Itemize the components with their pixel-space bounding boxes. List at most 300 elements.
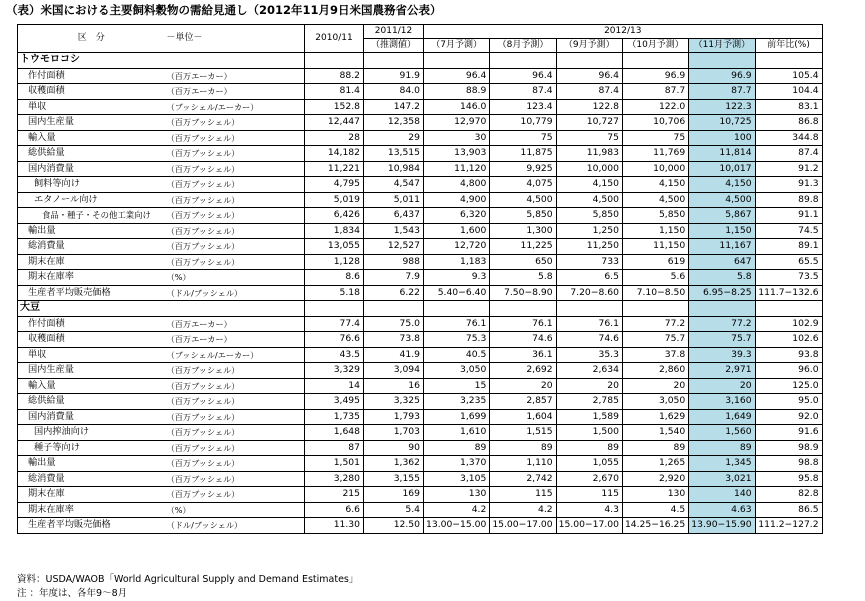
row-unit: （百万エーカー） — [165, 68, 305, 84]
value-cell: 169 — [364, 487, 424, 503]
table-row — [18, 394, 823, 410]
row-unit: （百万ブッシェル） — [165, 471, 305, 487]
value-cell: 16 — [364, 378, 424, 394]
value-cell: 1,150 — [689, 223, 755, 239]
value-cell: 130 — [424, 487, 490, 503]
section-blank-cell — [424, 301, 490, 317]
row-unit: （百万ブッシェル） — [165, 409, 305, 425]
value-cell: 2,670 — [556, 471, 622, 487]
value-cell: 39.3 — [689, 347, 755, 363]
value-cell: 15.00−17.00 — [490, 518, 556, 534]
value-cell: 35.3 — [556, 347, 622, 363]
value-cell: 10,017 — [689, 161, 755, 177]
value-cell: 89 — [689, 440, 755, 456]
section-blank-cell — [305, 53, 364, 69]
value-cell: 13.90−15.90 — [689, 518, 755, 534]
value-cell: 87.4 — [490, 84, 556, 100]
value-cell: 91.9 — [364, 68, 424, 84]
row-label: 生産者平均販売価格 — [18, 518, 165, 534]
row-label: 総消費量 — [18, 239, 165, 255]
value-cell: 12,358 — [364, 115, 424, 131]
value-cell: 75 — [556, 130, 622, 146]
value-cell: 6.95−8.25 — [689, 285, 755, 301]
value-cell: 84.0 — [364, 84, 424, 100]
value-cell: 12,447 — [305, 115, 364, 131]
section-blank-cell — [490, 301, 556, 317]
value-cell: 88.9 — [424, 84, 490, 100]
value-cell: 13,903 — [424, 146, 490, 162]
row-unit: （百万エーカー） — [165, 332, 305, 348]
row-unit: （百万ブッシェル） — [165, 115, 305, 131]
section-blank-cell — [755, 301, 822, 317]
value-cell: 75 — [622, 130, 688, 146]
value-cell: 123.4 — [490, 99, 556, 115]
value-cell: 12,527 — [364, 239, 424, 255]
header-kubun: 区 分 — [18, 25, 165, 53]
value-cell: 1,703 — [364, 425, 424, 441]
value-cell: 73.5 — [755, 270, 822, 286]
table-row — [18, 208, 823, 224]
value-cell: 5.4 — [364, 502, 424, 518]
value-cell: 1,648 — [305, 425, 364, 441]
value-cell: 140 — [689, 487, 755, 503]
value-cell: 76.1 — [424, 316, 490, 332]
row-label: 国内搾油向け — [18, 425, 165, 441]
value-cell: 12.50 — [364, 518, 424, 534]
value-cell: 102.9 — [755, 316, 822, 332]
value-cell: 11,875 — [490, 146, 556, 162]
value-cell: 36.1 — [490, 347, 556, 363]
row-unit: （百万ブッシェル） — [165, 440, 305, 456]
value-cell: 7.20−8.60 — [556, 285, 622, 301]
value-cell: 4,795 — [305, 177, 364, 193]
section-blank-cell — [556, 301, 622, 317]
value-cell: 146.0 — [424, 99, 490, 115]
value-cell: 6.22 — [364, 285, 424, 301]
row-label: 輸入量 — [18, 130, 165, 146]
value-cell: 2,785 — [556, 394, 622, 410]
value-cell: 5.8 — [490, 270, 556, 286]
value-cell: 152.8 — [305, 99, 364, 115]
value-cell: 1,500 — [556, 425, 622, 441]
value-cell: 1,543 — [364, 223, 424, 239]
table-row — [18, 347, 823, 363]
value-cell: 733 — [556, 254, 622, 270]
value-cell: 3,495 — [305, 394, 364, 410]
supply-demand-table — [17, 24, 823, 534]
value-cell: 93.8 — [755, 347, 822, 363]
value-cell: 14,182 — [305, 146, 364, 162]
row-label: 国内消費量 — [18, 161, 165, 177]
value-cell: 4.63 — [689, 502, 755, 518]
value-cell: 4,150 — [556, 177, 622, 193]
value-cell: 14 — [305, 378, 364, 394]
row-label: エタノール向け — [18, 192, 165, 208]
value-cell: 619 — [622, 254, 688, 270]
row-unit: （百万ブッシェル） — [165, 254, 305, 270]
value-cell: 74.6 — [490, 332, 556, 348]
row-label: 作付面積 — [18, 316, 165, 332]
value-cell: 6,426 — [305, 208, 364, 224]
header-row-1 — [18, 25, 823, 39]
row-label: 飼料等向け — [18, 177, 165, 193]
row-unit: （百万ブッシェル） — [165, 425, 305, 441]
value-cell: 105.4 — [755, 68, 822, 84]
table-row — [18, 502, 823, 518]
row-unit: （ドル/ブッシェル） — [165, 518, 305, 534]
value-cell: 87.4 — [556, 84, 622, 100]
value-cell: 2,971 — [689, 363, 755, 379]
row-unit: （百万ブッシェル） — [165, 177, 305, 193]
value-cell: 43.5 — [305, 347, 364, 363]
row-label: 作付面積 — [18, 68, 165, 84]
value-cell: 96.9 — [689, 68, 755, 84]
value-cell: 89 — [424, 440, 490, 456]
value-cell: 20 — [556, 378, 622, 394]
value-cell: 86.8 — [755, 115, 822, 131]
value-cell: 5,011 — [364, 192, 424, 208]
value-cell: 1,250 — [556, 223, 622, 239]
value-cell: 104.4 — [755, 84, 822, 100]
value-cell: 15.00−17.00 — [556, 518, 622, 534]
value-cell: 1,629 — [622, 409, 688, 425]
row-label: 収穫面積 — [18, 332, 165, 348]
value-cell: 96.9 — [622, 68, 688, 84]
value-cell: 1,610 — [424, 425, 490, 441]
value-cell: 1,055 — [556, 456, 622, 472]
row-label: 総供給量 — [18, 146, 165, 162]
value-cell: 88.2 — [305, 68, 364, 84]
section-blank-cell — [424, 53, 490, 69]
value-cell: 96.4 — [490, 68, 556, 84]
row-label: 輸出量 — [18, 456, 165, 472]
row-label: 国内生産量 — [18, 115, 165, 131]
value-cell: 5,850 — [622, 208, 688, 224]
value-cell: 8.6 — [305, 270, 364, 286]
row-unit: （百万エーカー） — [165, 84, 305, 100]
row-label: 輸出量 — [18, 223, 165, 239]
value-cell: 115 — [490, 487, 556, 503]
row-unit: （百万ブッシェル） — [165, 161, 305, 177]
value-cell: 77.2 — [689, 316, 755, 332]
row-label: 種子等向け — [18, 440, 165, 456]
row-unit: （百万ブッシェル） — [165, 146, 305, 162]
value-cell: 91.1 — [755, 208, 822, 224]
value-cell: 11,250 — [556, 239, 622, 255]
value-cell: 91.6 — [755, 425, 822, 441]
value-cell: 11.30 — [305, 518, 364, 534]
value-cell: 1,300 — [490, 223, 556, 239]
value-cell: 1,540 — [622, 425, 688, 441]
value-cell: 4,500 — [622, 192, 688, 208]
value-cell: 2,860 — [622, 363, 688, 379]
value-cell: 100 — [689, 130, 755, 146]
row-label: 単収 — [18, 347, 165, 363]
table-row — [18, 99, 823, 115]
value-cell: 2,857 — [490, 394, 556, 410]
value-cell: 122.0 — [622, 99, 688, 115]
table-row — [18, 192, 823, 208]
value-cell: 13.00−15.00 — [424, 518, 490, 534]
row-unit: （百万ブッシェル） — [165, 208, 305, 224]
value-cell: 11,814 — [689, 146, 755, 162]
row-unit: （百万ブッシェル） — [165, 394, 305, 410]
row-label: 生産者平均販売価格 — [18, 285, 165, 301]
section-row — [18, 301, 823, 317]
value-cell: 89 — [490, 440, 556, 456]
value-cell: 6.6 — [305, 502, 364, 518]
value-cell: 77.4 — [305, 316, 364, 332]
value-cell: 96.4 — [556, 68, 622, 84]
value-cell: 75.0 — [364, 316, 424, 332]
value-cell: 4,500 — [689, 192, 755, 208]
value-cell: 4,150 — [689, 177, 755, 193]
value-cell: 7.9 — [364, 270, 424, 286]
row-unit: （百万ブッシェル） — [165, 456, 305, 472]
value-cell: 20 — [622, 378, 688, 394]
value-cell: 89.8 — [755, 192, 822, 208]
row-label: 期末在庫率 — [18, 502, 165, 518]
value-cell: 1,362 — [364, 456, 424, 472]
value-cell: 89 — [622, 440, 688, 456]
table-row — [18, 316, 823, 332]
header-2012: 2012/13 — [424, 25, 823, 39]
value-cell: 83.1 — [755, 99, 822, 115]
value-cell: 1,589 — [556, 409, 622, 425]
row-unit: （%） — [165, 502, 305, 518]
value-cell: 13,515 — [364, 146, 424, 162]
value-cell: 28 — [305, 130, 364, 146]
value-cell: 10,000 — [622, 161, 688, 177]
value-cell: 4.2 — [490, 502, 556, 518]
row-unit: （百万ブッシェル） — [165, 239, 305, 255]
value-cell: 5.6 — [622, 270, 688, 286]
value-cell: 5,019 — [305, 192, 364, 208]
row-label: 期末在庫率 — [18, 270, 165, 286]
value-cell: 96.4 — [424, 68, 490, 84]
row-label: 国内消費量 — [18, 409, 165, 425]
value-cell: 75 — [490, 130, 556, 146]
header-forecast-aug: （8月予測） — [490, 39, 556, 53]
value-cell: 2,634 — [556, 363, 622, 379]
value-cell: 3,105 — [424, 471, 490, 487]
table-row — [18, 332, 823, 348]
value-cell: 86.5 — [755, 502, 822, 518]
value-cell: 11,769 — [622, 146, 688, 162]
table-row — [18, 161, 823, 177]
value-cell: 4,075 — [490, 177, 556, 193]
table-row — [18, 425, 823, 441]
section-blank-cell — [556, 53, 622, 69]
value-cell: 7.50−8.90 — [490, 285, 556, 301]
value-cell: 95.8 — [755, 471, 822, 487]
value-cell: 111.7−132.6 — [755, 285, 822, 301]
footnote-note: 注 ：年度は、各年9～8月 — [17, 588, 128, 599]
row-label: 期末在庫 — [18, 254, 165, 270]
section-row — [18, 53, 823, 69]
value-cell: 1,560 — [689, 425, 755, 441]
footnote-source: 資料：USDA/WAOB「World Agricultural Supply and Demand Estimates」 — [17, 574, 359, 585]
value-cell: 37.8 — [622, 347, 688, 363]
table-row — [18, 285, 823, 301]
table-row — [18, 456, 823, 472]
value-cell: 650 — [490, 254, 556, 270]
value-cell: 1,735 — [305, 409, 364, 425]
value-cell: 4.2 — [424, 502, 490, 518]
value-cell: 4,800 — [424, 177, 490, 193]
value-cell: 10,727 — [556, 115, 622, 131]
value-cell: 30 — [424, 130, 490, 146]
section-blank-cell — [689, 53, 755, 69]
section-blank-cell — [689, 301, 755, 317]
value-cell: 988 — [364, 254, 424, 270]
section-blank-cell — [364, 53, 424, 69]
value-cell: 98.8 — [755, 456, 822, 472]
section-blank-cell — [364, 301, 424, 317]
value-cell: 4,500 — [556, 192, 622, 208]
value-cell: 29 — [364, 130, 424, 146]
value-cell: 215 — [305, 487, 364, 503]
value-cell: 1,600 — [424, 223, 490, 239]
value-cell: 5,850 — [556, 208, 622, 224]
value-cell: 40.5 — [424, 347, 490, 363]
value-cell: 10,779 — [490, 115, 556, 131]
value-cell: 81.4 — [305, 84, 364, 100]
table-row — [18, 363, 823, 379]
value-cell: 1,649 — [689, 409, 755, 425]
value-cell: 4.5 — [622, 502, 688, 518]
value-cell: 75.7 — [689, 332, 755, 348]
table-row — [18, 68, 823, 84]
value-cell: 1,501 — [305, 456, 364, 472]
value-cell: 10,706 — [622, 115, 688, 131]
value-cell: 3,021 — [689, 471, 755, 487]
value-cell: 91.2 — [755, 161, 822, 177]
table-row — [18, 487, 823, 503]
row-unit: （ブッシェル/エーカー） — [165, 347, 305, 363]
table-row — [18, 146, 823, 162]
table-row — [18, 471, 823, 487]
value-cell: 82.8 — [755, 487, 822, 503]
value-cell: 1,604 — [490, 409, 556, 425]
value-cell: 2,920 — [622, 471, 688, 487]
value-cell: 3,160 — [689, 394, 755, 410]
value-cell: 15 — [424, 378, 490, 394]
row-unit: （百万ブッシェル） — [165, 363, 305, 379]
value-cell: 76.1 — [556, 316, 622, 332]
value-cell: 9,925 — [490, 161, 556, 177]
header-forecast-sep: （9月予測） — [556, 39, 622, 53]
value-cell: 6,320 — [424, 208, 490, 224]
value-cell: 1,110 — [490, 456, 556, 472]
header-forecast-nov: （11月予測） — [689, 39, 755, 53]
value-cell: 3,329 — [305, 363, 364, 379]
value-cell: 5.18 — [305, 285, 364, 301]
value-cell: 1,793 — [364, 409, 424, 425]
header-2011-sub: （推測値） — [364, 39, 424, 53]
section-title: トウモロコシ — [18, 53, 305, 69]
row-label: 単収 — [18, 99, 165, 115]
value-cell: 2,742 — [490, 471, 556, 487]
header-2010: 2010/11 — [305, 25, 364, 53]
table-row — [18, 177, 823, 193]
section-blank-cell — [490, 53, 556, 69]
row-unit: （百万ブッシェル） — [165, 223, 305, 239]
row-label: 収穫面積 — [18, 84, 165, 100]
header-forecast-oct: （10月予測） — [622, 39, 688, 53]
table-row — [18, 378, 823, 394]
value-cell: 4,547 — [364, 177, 424, 193]
value-cell: 7.10−8.50 — [622, 285, 688, 301]
value-cell: 4.3 — [556, 502, 622, 518]
header-forecast-jul: （7月予測） — [424, 39, 490, 53]
value-cell: 111.2−127.2 — [755, 518, 822, 534]
value-cell: 73.8 — [364, 332, 424, 348]
value-cell: 41.9 — [364, 347, 424, 363]
value-cell: 5,850 — [490, 208, 556, 224]
table-row — [18, 84, 823, 100]
header-unit: －単位－ — [165, 25, 305, 53]
row-unit: （ブッシェル/エーカー） — [165, 99, 305, 115]
value-cell: 12,720 — [424, 239, 490, 255]
value-cell: 75.3 — [424, 332, 490, 348]
value-cell: 4,150 — [622, 177, 688, 193]
section-blank-cell — [305, 301, 364, 317]
value-cell: 9.3 — [424, 270, 490, 286]
section-blank-cell — [622, 301, 688, 317]
value-cell: 1,699 — [424, 409, 490, 425]
value-cell: 10,725 — [689, 115, 755, 131]
table-row — [18, 239, 823, 255]
value-cell: 147.2 — [364, 99, 424, 115]
value-cell: 74.6 — [556, 332, 622, 348]
value-cell: 75.7 — [622, 332, 688, 348]
value-cell: 89.1 — [755, 239, 822, 255]
value-cell: 11,150 — [622, 239, 688, 255]
row-unit: （ドル/ブッシェル） — [165, 285, 305, 301]
value-cell: 1,834 — [305, 223, 364, 239]
table-row — [18, 115, 823, 131]
value-cell: 11,221 — [305, 161, 364, 177]
value-cell: 13,055 — [305, 239, 364, 255]
value-cell: 20 — [490, 378, 556, 394]
value-cell: 91.3 — [755, 177, 822, 193]
value-cell: 20 — [689, 378, 755, 394]
header-2011: 2011/12 — [364, 25, 424, 39]
value-cell: 3,050 — [424, 363, 490, 379]
row-unit: （%） — [165, 270, 305, 286]
value-cell: 125.0 — [755, 378, 822, 394]
value-cell: 102.6 — [755, 332, 822, 348]
value-cell: 647 — [689, 254, 755, 270]
value-cell: 1,128 — [305, 254, 364, 270]
value-cell: 12,970 — [424, 115, 490, 131]
value-cell: 10,984 — [364, 161, 424, 177]
table-row — [18, 440, 823, 456]
value-cell: 11,120 — [424, 161, 490, 177]
table-row — [18, 130, 823, 146]
value-cell: 1,265 — [622, 456, 688, 472]
value-cell: 122.8 — [556, 99, 622, 115]
table-row — [18, 270, 823, 286]
value-cell: 1,345 — [689, 456, 755, 472]
value-cell: 115 — [556, 487, 622, 503]
value-cell: 96.0 — [755, 363, 822, 379]
row-unit: （百万エーカー） — [165, 316, 305, 332]
value-cell: 4,900 — [424, 192, 490, 208]
value-cell: 11,225 — [490, 239, 556, 255]
value-cell: 1,183 — [424, 254, 490, 270]
